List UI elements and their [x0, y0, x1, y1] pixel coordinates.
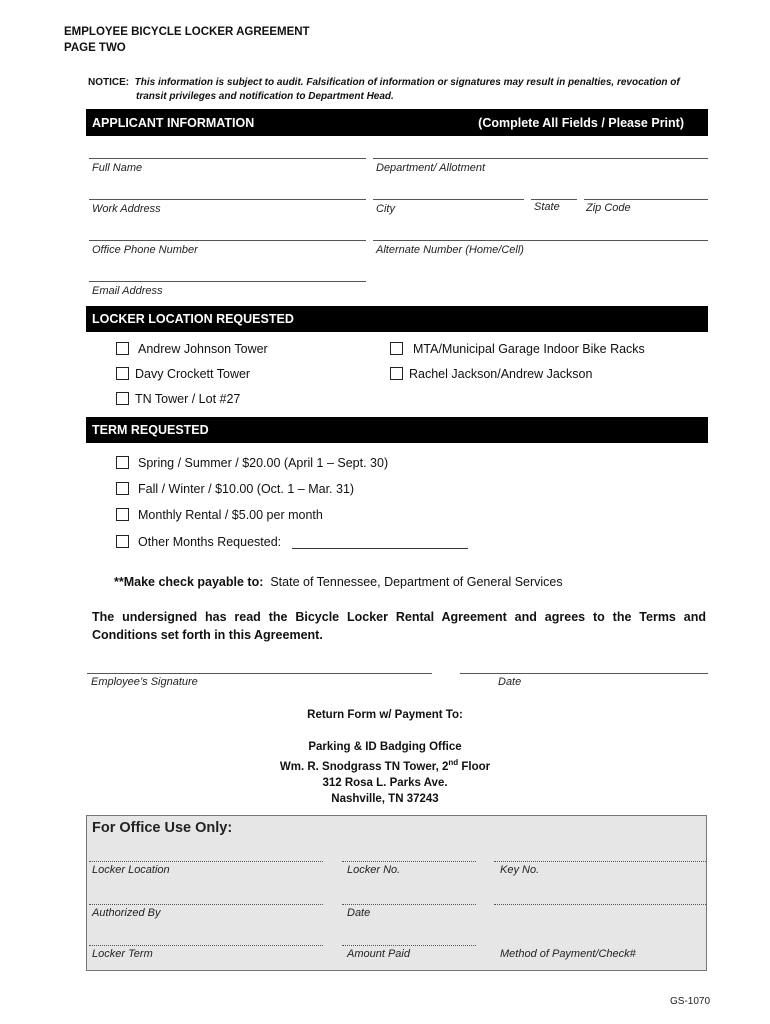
employee-signature-field[interactable]: [87, 673, 432, 674]
office-phone-field[interactable]: [89, 240, 366, 241]
department-label: Department/ Allotment: [376, 162, 486, 174]
office-date-label: Date: [347, 907, 371, 919]
agreement-line-2: Conditions set forth in this Agreement.: [92, 628, 323, 642]
mta-municipal-garage-label: MTA/Municipal Garage Indoor Bike Racks: [413, 342, 645, 356]
locker-no-label: Locker No.: [347, 864, 401, 876]
other-months-label: Other Months Requested:: [138, 535, 282, 549]
term-requested-header: [86, 417, 708, 443]
payment-method-label: Method of Payment/Check#: [500, 948, 636, 960]
alternate-number-field[interactable]: [373, 240, 708, 241]
work-address-field[interactable]: [89, 199, 366, 200]
full-name-field[interactable]: [89, 158, 366, 159]
notice-line-1: This information is subject to audit. Falsification of information or signatures may result in penalties, revocation of: [134, 77, 680, 88]
locker-no-field[interactable]: [342, 861, 476, 862]
department-field[interactable]: [373, 158, 708, 159]
return-line-2: Wm. R. Snodgrass TN Tower, 2nd Floor: [279, 758, 491, 773]
return-heading: Return Form w/ Payment To:: [307, 709, 463, 721]
signature-date-field[interactable]: [460, 673, 708, 674]
full-name-label: Full Name: [92, 162, 143, 174]
locker-term-field[interactable]: [89, 945, 323, 946]
return-address: [0, 739, 770, 807]
key-no-label: Key No.: [500, 864, 540, 876]
locker-term-label: Locker Term: [92, 948, 153, 960]
payable-line: [114, 575, 563, 589]
other-months-field[interactable]: [292, 548, 468, 549]
amount-paid-field[interactable]: [342, 945, 476, 946]
office-use-box: [86, 815, 707, 971]
locker-location-label: Locker Location: [92, 864, 170, 876]
agreement-statement: [92, 608, 706, 644]
fall-winter-checkbox[interactable]: [116, 482, 129, 495]
office-date-field[interactable]: [342, 904, 476, 905]
return-line-1: Parking & ID Badging Office: [308, 741, 462, 753]
authorized-by-field[interactable]: [89, 904, 323, 905]
applicant-info-heading: APPLICANT INFORMATION: [92, 115, 255, 130]
other-months-checkbox[interactable]: [116, 535, 129, 548]
spring-summer-checkbox[interactable]: [116, 456, 129, 469]
key-no-field[interactable]: [494, 861, 706, 862]
zip-label: Zip Code: [586, 202, 631, 214]
applicant-info-note: (Complete All Fields / Please Print): [478, 115, 684, 130]
document-title: EMPLOYEE BICYCLE LOCKER AGREEMENT: [64, 26, 310, 38]
page-label: PAGE TWO: [64, 42, 126, 54]
return-line-4: Nashville, TN 37243: [331, 792, 439, 805]
rachel-jackson-checkbox[interactable]: [390, 367, 403, 380]
city-label: City: [376, 203, 395, 215]
applicant-info-header: [86, 109, 708, 136]
payable-value: State of Tennessee, Department of General Services: [270, 575, 563, 589]
agreement-line-1: The undersigned has read the Bicycle Locker Rental Agreement and agrees to the Terms and: [92, 610, 706, 624]
office-use-heading: For Office Use Only:: [92, 820, 233, 836]
andrew-johnson-tower-checkbox[interactable]: [116, 342, 129, 355]
work-address-label: Work Address: [92, 203, 161, 215]
office-extra-field[interactable]: [494, 904, 706, 905]
rachel-jackson-label: Rachel Jackson/Andrew Jackson: [409, 367, 593, 381]
office-phone-label: Office Phone Number: [92, 244, 198, 256]
zip-field[interactable]: [584, 199, 708, 200]
monthly-rental-label: Monthly Rental / $5.00 per month: [138, 508, 323, 522]
state-label: State: [534, 201, 560, 213]
email-label: Email Address: [92, 285, 163, 297]
locker-location-field[interactable]: [89, 861, 323, 862]
payable-label: **Make check payable to:: [114, 575, 264, 589]
mta-municipal-garage-checkbox[interactable]: [390, 342, 403, 355]
alternate-number-label: Alternate Number (Home/Cell): [376, 244, 524, 256]
davy-crockett-tower-checkbox[interactable]: [116, 367, 129, 380]
state-field[interactable]: [531, 199, 577, 200]
davy-crockett-tower-label: Davy Crockett Tower: [135, 367, 251, 381]
notice-line-2: transit privileges and notification to Department Head.: [136, 91, 394, 102]
notice: [88, 76, 708, 104]
tn-tower-lot-27-checkbox[interactable]: [116, 392, 129, 405]
tn-tower-lot-27-label: TN Tower / Lot #27: [135, 392, 241, 406]
notice-label: NOTICE:: [88, 77, 130, 88]
term-requested-heading: TERM REQUESTED: [92, 423, 209, 437]
email-field[interactable]: [89, 281, 366, 282]
city-field[interactable]: [373, 199, 524, 200]
fall-winter-label: Fall / Winter / $10.00 (Oct. 1 – Mar. 31): [138, 482, 355, 496]
spring-summer-label: Spring / Summer / $20.00 (April 1 – Sept. 30): [138, 456, 389, 470]
return-line-3: 312 Rosa L. Parks Ave.: [322, 776, 448, 789]
form-id: GS-1070: [670, 996, 711, 1007]
amount-paid-label: Amount Paid: [347, 948, 410, 960]
monthly-rental-checkbox[interactable]: [116, 508, 129, 521]
employee-signature-label: Employee’s Signature: [91, 676, 198, 688]
locker-location-heading: LOCKER LOCATION REQUESTED: [92, 312, 294, 326]
andrew-johnson-tower-label: Andrew Johnson Tower: [138, 342, 268, 356]
locker-location-header: [86, 306, 708, 332]
signature-date-label: Date: [498, 676, 522, 688]
authorized-by-label: Authorized By: [92, 907, 161, 919]
